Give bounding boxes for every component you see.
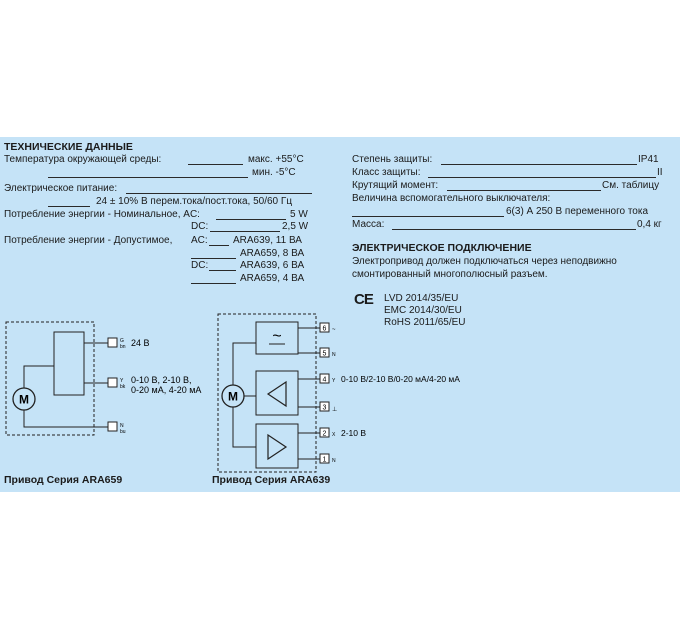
terminal-code: N [120,423,124,429]
consumption-allowed-ac-2: ARA659, 8 ВА [240,248,305,259]
terminal-block [108,378,117,387]
terminal-label-signal: 0-20 мА, 4-20 мА [131,385,202,395]
terminal-number: 1 [322,456,327,464]
consumption-allowed-ac-label: AC: [191,235,208,246]
switch-label: Величина вспомогательного выключателя: [352,193,551,204]
ce-mark-icon: CE [354,291,373,308]
leader-line [188,164,243,165]
diagram-caption-ara639: Привод Серия ARA639 [212,474,331,486]
terminal-color: bu [120,429,126,435]
motor-label: M [19,392,29,407]
diagram-dashed-frame [6,322,94,435]
connection-heading: ЭЛЕКТРИЧЕСКОЕ ПОДКЛЮЧЕНИЕ [352,242,532,254]
leader-line [191,258,236,259]
output-amplifier-block [256,424,298,468]
terminal-block [108,338,117,347]
torque-value: См. таблицу [602,180,660,191]
temperature-max: макс. +55°C [248,154,304,165]
leader-line [209,245,229,246]
amplifier-left-icon [268,382,286,406]
terminal-number: 5 [322,350,327,358]
consumption-allowed-dc-1: ARA639, 6 ВА [240,260,305,271]
temperature-label: Температура окружающей среды: [4,154,162,165]
terminal-tag: N [332,352,336,358]
ac-symbol: ~ [272,328,282,345]
torque-label: Крутящий момент: [352,180,439,191]
terminal-label-24v: 24 В [131,338,150,348]
power-label: Электрическое питание: [4,183,118,194]
terminal-block [108,422,117,431]
terminal-6 [320,323,336,333]
terminal-number: 3 [322,404,327,412]
terminal-number: 2 [322,430,327,438]
switch-value: 6(3) А 250 В переменного тока [506,206,649,217]
emc-directive: EMC 2014/30/EU [384,305,462,316]
terminal-5 [320,348,336,358]
terminal-label-feedback: 2-10 В [341,428,367,438]
consumption-nominal-label: Потребление энергии - Номинальное, AC: [4,209,200,220]
wire [233,343,256,385]
terminal-2 [320,428,366,438]
leader-line [48,206,90,207]
consumption-nominal-dc-label: DC: [191,221,209,232]
wiring-diagram-ara639 [210,305,510,480]
terminal-tag: ~ [332,327,336,333]
terminal-code: Y [120,378,124,384]
class-value: II [657,167,663,178]
connection-text: Электропривод должен подключаться через неподвижно [352,256,617,267]
terminal-tag: N [332,458,336,464]
leader-line [209,270,236,271]
leader-line [48,177,248,178]
power-value: 24 ± 10% В перем.тока/пост.тока, 50/60 Гц [96,196,293,207]
terminal-tag: X [332,432,336,438]
terminal-tag: Y [332,378,336,384]
temperature-min: мин. -5°C [252,167,296,178]
wiring-diagram-ara659 [0,315,215,480]
terminal-number: 4 [322,376,327,384]
terminal-3 [320,402,337,413]
controller-block [54,332,84,395]
leader-line [392,229,636,230]
wire [24,410,108,427]
diagram-caption-ara659: Привод Серия ARA659 [4,474,123,486]
leader-line [352,216,504,217]
leader-line [191,283,236,284]
consumption-allowed-label: Потребление энергии - Допустимое, [4,235,173,246]
consumption-allowed-ac-1: ARA639, 11 ВА [233,235,302,246]
consumption-allowed-dc-label: DC: [191,260,209,271]
rohs-directive: RoHS 2011/65/EU [384,317,466,328]
consumption-nominal-ac: 5 W [290,209,308,220]
terminal-label-signal: 0-10 В, 2-10 В, [131,375,192,385]
wire [233,407,256,447]
leader-line [216,219,286,220]
terminal-4 [320,374,460,384]
mass-value: 0,4 кг [637,219,662,230]
leader-line [447,190,601,191]
leader-line [441,164,637,165]
terminal-1 [320,454,336,464]
leader-line [428,177,656,178]
terminal-tag: ⊥ [332,407,338,413]
protection-label: Степень защиты: [352,154,433,165]
leader-line [126,193,312,194]
mass-label: Масса: [352,219,385,230]
motor-label: M [228,389,238,404]
consumption-allowed-dc-2: ARA659, 4 ВА [240,273,305,284]
input-amplifier-block [256,371,298,415]
connection-text: смонтированный многополюсный разъем. [352,269,548,280]
consumption-nominal-dc: 2,5 W [282,221,309,232]
amplifier-right-icon [268,435,286,459]
wire [24,366,54,388]
class-label: Класс защиты: [352,167,421,178]
protection-value: IP41 [638,154,659,165]
terminal-number: 6 [322,325,327,333]
terminal-color: bk [120,384,126,390]
lvd-directive: LVD 2014/35/EU [384,293,459,304]
terminal-code: G [120,338,124,344]
leader-line [210,231,280,232]
terminal-color: bn [120,344,126,350]
terminal-label-signal: 0-10 В/2-10 В/0-20 мА/4-20 мА [341,374,460,384]
tech-data-heading: ТЕХНИЧЕСКИЕ ДАННЫЕ [4,141,133,153]
